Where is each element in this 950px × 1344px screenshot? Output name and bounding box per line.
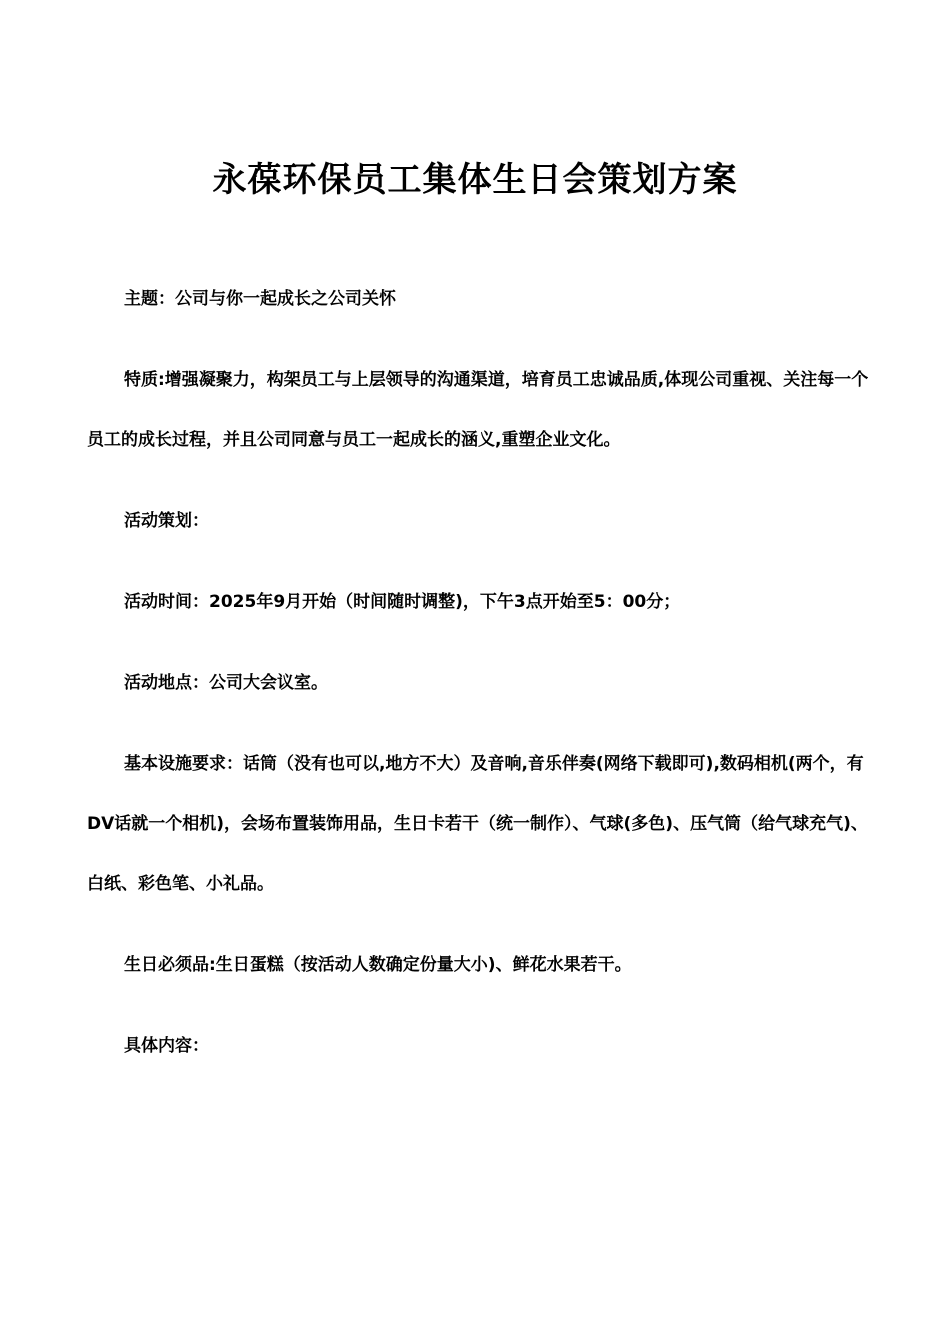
paragraph-birthday-essentials: 生日必须品:生日蛋糕（按活动人数确定份量大小)、鲜花水果若干。 [124, 955, 632, 975]
paragraph-theme: 主题：公司与你一起成长之公司关怀 [124, 289, 396, 309]
paragraph-facility-requirements: 基本设施要求：话筒（没有也可以,地方不大）及音响,音乐伴奏(网络下载即可),数码相机(两个，有DV话就一个相机)，会场布置装饰用品，生日卡若干（统一制作）、气球(多色)、压气筒（给气球充气)、白纸、彩色笔、小礼品。 [87, 754, 868, 894]
document-title: 永葆环保员工集体生日会策划方案 [212, 160, 738, 200]
paragraph-characteristics: 特质:增强凝聚力，构架员工与上层领导的沟通渠道，培育员工忠诚品质,体现公司重视、关注每一个员工的成长过程，并且公司同意与员工一起成长的涵义,重塑企业文化。 [87, 370, 869, 450]
paragraph-activity-location: 活动地点：公司大会议室。 [124, 673, 328, 693]
paragraph-activity-time: 活动时间：2025年9月开始（时间随时调整)，下午3点开始至5：00分； [124, 592, 681, 612]
document-body [87, 279, 872, 1107]
paragraph-specific-content: 具体内容： [124, 1036, 209, 1056]
paragraph-activity-planning: 活动策划： [124, 511, 209, 531]
